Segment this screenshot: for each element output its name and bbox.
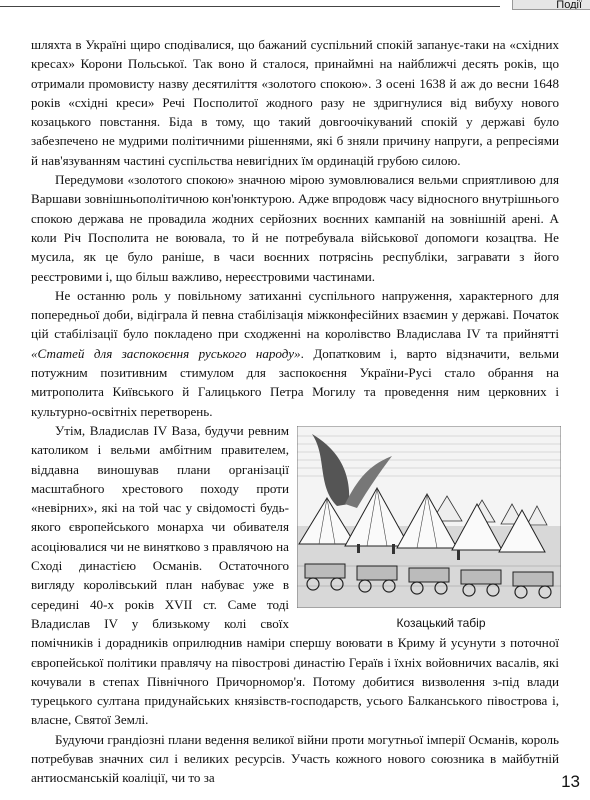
page-header xyxy=(0,0,590,8)
figure-caption: Козацький табір xyxy=(396,615,486,630)
statute-title: «Статей для заспокоєння руського народу» xyxy=(31,345,301,361)
paragraph-1: шляхта в Україні щиро сподівалися, що бажаний суспільний спокій запанує-таки на «східних кресах» Корони Польської. Так воно й сталося, принаймні на найближчі десять років, що отримали промовисту назву десятиліття «золотого спокою». З осені 1638 й аж до весни 1648 років «східні креси» Речі Посполитої жодного разу не здригнулися від вибуху нового козацького повстання. Біда в тому, що такий довгоочікуваний спокій у державі було забезпечено не мудрими політичними рішеннями, які б зняли причину напруги, а репресіями й нав'язуванням частині суспільства невигідних їм ординацій грубою силою. xyxy=(31,37,559,168)
paragraph-3-cont: Допатковим і, варто відзначити, вельми потужним позитивним стимулом для заспокоєння України-Русі стало обрання на митрополита Київського й Галицького Петра Могилу та проведення ним церковних і культурно-освітніх перетворень. xyxy=(31,345,559,419)
paragraph-5: Будуючи грандіозні плани ведення великої війни проти могутньої імперії Османів, король потребував значних сил і великих ресурсів. Участь кожного нового союзника в майбутній антиосманській коаліції, чи то за xyxy=(31,731,559,786)
page-number: 13 xyxy=(561,772,580,791)
paragraph-3-text: Не останню роль у повільному затиханні суспільного напруження, характерного для попередньої доби, відіграла й певна стабілізація міжконфесійних взаємин у державі. Початок цій стабілізації було покладено при сходженні на королівство Владислава IV та прийнятті xyxy=(31,287,559,342)
header-rule xyxy=(0,6,500,7)
section-tab: Події xyxy=(512,0,590,10)
article-body xyxy=(31,35,559,788)
paragraph-3: Не останню роль у повільному затиханні суспільного напруження, характерного для попередньої доби, відіграла й певна стабілізація міжконфесійних взаємин у державі. Початок цій стабілізації було покладено при сходженні на королівство Владислава IV та прийнятті «Статей для заспокоєння руського народу». Допатковим і, варто відзначити, вельми потужним позитивним стимулом для заспокоєння України-Русі стало обрання на митрополита Київського й Галицького Петра Могилу та проведення ним церковних і культурно-освітніх перетворень. xyxy=(31,287,559,419)
paragraph-4 xyxy=(31,421,559,730)
paragraph-2: Передумови «золотого спокою» значною мірою зумовлювалися вельми сприятливою для Варшави зовнішньополітичною кон'юнктурою. Адже впродовж часу відносного внутрішнього спокою держава не провадила жодних серйозних воєнних кампаній на зовнішній арені. А коли Річ Посполита не воювала, то й не потребувала військової допомоги козацтва. Не мусила, як це було раніше, в часи воєнних потрясінь республіки, загравати з його реєстровими і, що більш важливо, нереєстровими частинами. xyxy=(31,172,559,284)
cossack-camp-figure xyxy=(297,426,561,629)
paragraph-4-text: Утім, Владислав IV Ваза, будучи ревним католиком і вельми амбітним правителем, віддавна виношував плани організації масштабного хрестового походу проти «невірних», які на той час у свідомості будь-якого європейського монарха чи обивателя асоціювалися чи не винятково з правлячою на Сході династією Османів. Остаточного вигляду королівський план набуває уже в середині 40-х років XVII ст. Саме тоді Владислав IV у близькому колі своїх помічників і дорадників оприлюднив наміри спершу воювати в Криму й усунути з поточної європейської політики правлячу на півострові династію Гераїв і їхніх войовничих васалів, які кочували в степах Північного Причорномор'я. Потому добитися визволення з-під влади турецького султана придунайських князівств-господарств, усього Балканського півострова і, власне, Святої Землі. xyxy=(31,422,559,728)
cossack-camp-engraving xyxy=(297,426,561,608)
